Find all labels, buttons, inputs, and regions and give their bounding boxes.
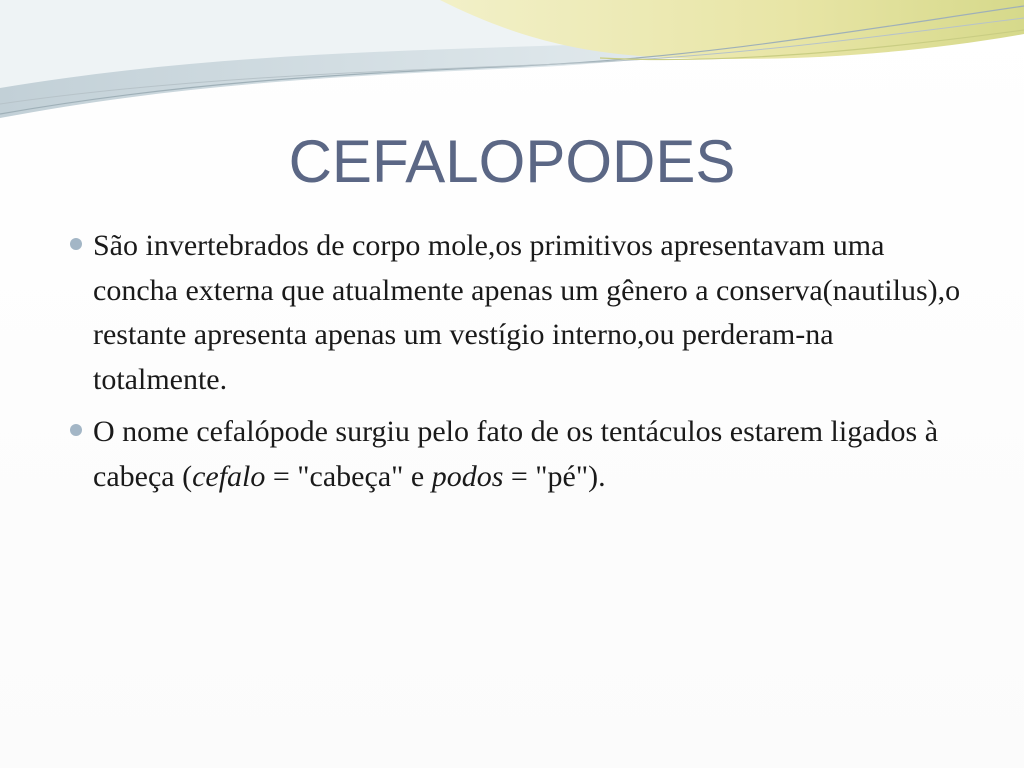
bullet-item-2 (62, 410, 962, 499)
italic-term: podos (431, 459, 504, 493)
bullet-item-1 (62, 224, 962, 402)
text-segment: O nome cefalópode surgiu pelo fato de os tentáculos estarem ligados à cabeça ( (93, 415, 939, 493)
decorative-wave-header (0, 0, 1024, 130)
italic-term: cefalo (192, 459, 266, 493)
text-segment: = "pé"). (503, 459, 606, 493)
text-segment: São invertebrados de corpo mole,os primitivos apresentavam uma concha externa que atualmente apenas um gênero a conserva(nautilus),o restante apresenta apenas um vestígio interno,ou perderam-na totalmente. (93, 229, 961, 396)
bullet-text-2 (93, 410, 962, 499)
bullet-text-1 (93, 224, 962, 402)
text-segment: = "cabeça" e (265, 459, 432, 493)
bullet-icon (70, 424, 82, 436)
slide-title: CEFALOPODES (288, 128, 736, 195)
bullet-icon (70, 238, 82, 250)
bullet-list (62, 224, 962, 507)
